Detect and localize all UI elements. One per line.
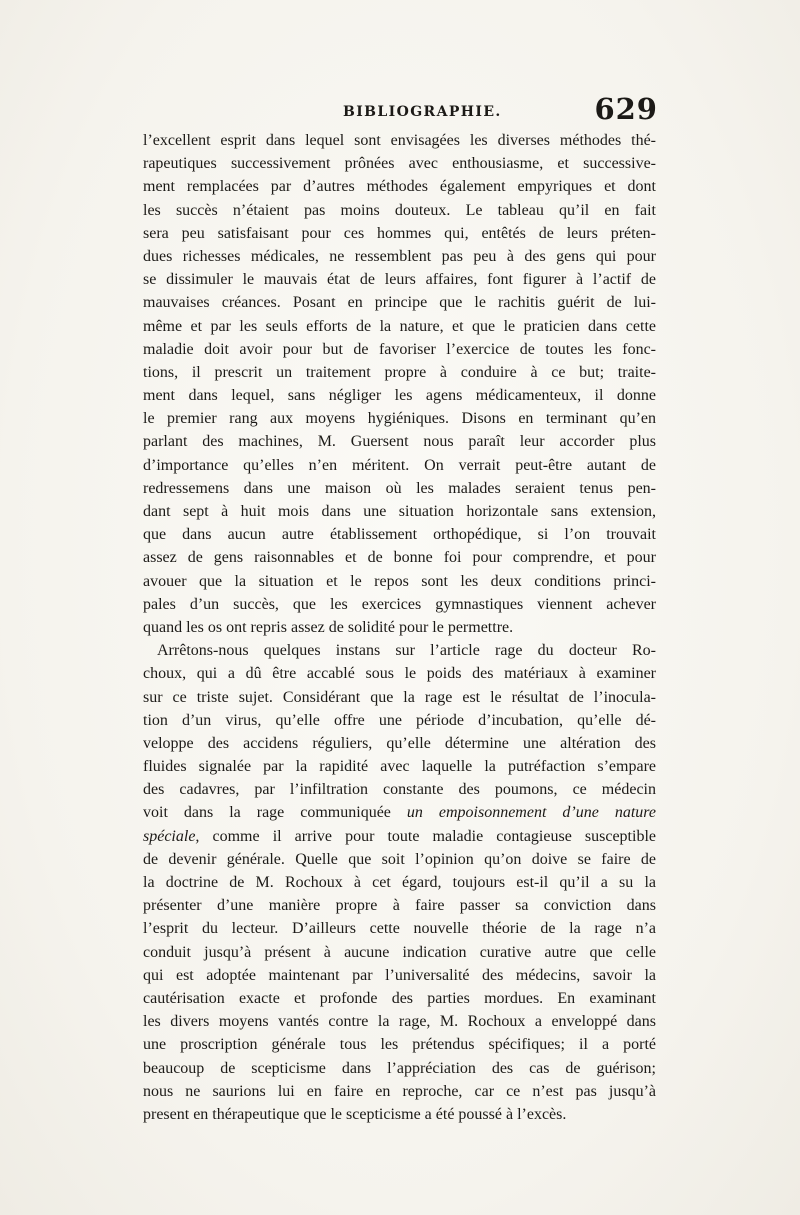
text-line: conduit jusqu’à présent à aucune indication curative autre que celle <box>143 943 656 961</box>
text-line: les divers moyens vantés contre la rage, M. Rochoux a enveloppé dans <box>143 1013 656 1031</box>
text-line: qui est adoptée maintenant par l’universalité des médecins, savoir la <box>143 966 656 984</box>
text-line: même et par les seuls efforts de la nature, et que le praticien dans cette <box>143 317 656 335</box>
text-line: fluides signalée par la rapidité avec laquelle la putréfaction s’empare <box>143 758 656 776</box>
text-line: beaucoup de scepticisme dans l’appréciation des cas de guérison; <box>143 1059 656 1077</box>
text-line: sur ce triste sujet. Considérant que la rage est le résultat de l’inocula- <box>143 688 656 706</box>
text-line-with-italic <box>143 825 656 848</box>
text-line: d’importance qu’elles n’en méritent. On verrait peut-être autant de <box>143 456 656 474</box>
text-line: de devenir générale. Quelle que soit l’opinion qu’on doive se faire de <box>143 850 656 868</box>
text-line: les succès n’étaient pas moins douteux. Le tableau qu’il en fait <box>143 201 656 219</box>
text-line: se dissimuler le mauvais état de leurs affaires, font figurer à l’actif de <box>143 271 656 289</box>
text-line: l’esprit du lecteur. D’ailleurs cette nouvelle théorie de la rage n’a <box>143 920 656 938</box>
text-line: dant sept à huit mois dans une situation horizontale sans extension, <box>143 503 656 520</box>
text-line: avouer que la situation et le repos sont les deux conditions princi- <box>143 572 656 590</box>
page-number: 629 <box>594 92 658 126</box>
text-line: sera peu satisfaisant pour ces hommes qui, entêtés de leurs préten- <box>143 224 656 242</box>
paragraph-start-line: Arrêtons-nous quelques instans sur l’article rage du docteur Ro- <box>157 642 656 660</box>
text-line: pales d’un succès, que les exercices gymnastiques viennent achever <box>143 595 656 613</box>
running-head: BIBLIOGRAPHIE. <box>343 104 502 120</box>
text-run: comme il arrive pour toute maladie contagieuse susceptible <box>199 827 656 845</box>
text-line: une proscription générale tous les prétendus spécifiques; il a porté <box>143 1036 656 1054</box>
text-line: tion d’un virus, qu’elle offre une période d’incubation, qu’elle dé- <box>143 711 656 729</box>
text-line: redressemens dans une maison où les malades seraient tenus pen- <box>143 479 656 497</box>
text-line: assez de gens raisonnables et de bonne foi pour comprendre, et pour <box>143 549 656 567</box>
text-line: présenter d’une manière propre à faire passer sa conviction dans <box>143 897 656 915</box>
text-line: veloppe des accidens réguliers, qu’elle détermine une altération des <box>143 734 656 752</box>
text-line: maladie doit avoir pour but de favoriser l’exercice de toutes les fonc- <box>143 340 656 358</box>
page-header <box>143 88 658 126</box>
text-line: mauvaises créances. Posant en principe que le rachitis guérit de lui- <box>143 294 656 312</box>
text-line: l’excellent esprit dans lequel sont envisagées les diverses méthodes thé- <box>143 132 656 149</box>
text-line: des cadavres, par l’infiltration constante des poumons, ce médecin <box>143 781 656 799</box>
text-line: choux, qui a dû être accablé sous le poids des matériaux à examiner <box>143 665 656 683</box>
text-line: la doctrine de M. Rochoux à cet égard, toujours est-il qu’il a su la <box>143 874 656 891</box>
text-line-with-italic <box>143 801 656 824</box>
text-run: voit dans la rage communiquée <box>143 804 407 822</box>
text-line: tions, il prescrit un traitement propre à conduire à ce but; traite- <box>143 363 656 381</box>
text-line: rapeutiques successivement prônées avec enthousiasme, et successive- <box>143 155 656 173</box>
text-line: nous ne saurions lui en faire en reproche, car ce n’est pas jusqu’à <box>143 1082 656 1100</box>
text-line: ment remplacées par d’autres méthodes également empyriques et dont <box>143 178 656 196</box>
text-line: cautérisation exacte et profonde des parties mordues. En examinant <box>143 989 656 1007</box>
text-line: que dans aucun autre établissement orthopédique, si l’on trouvait <box>143 526 656 544</box>
final-line: present en thérapeutique que le scepticisme a été poussé à l’excès. <box>143 1105 567 1123</box>
italic-phrase: un empoisonnement d’une nature <box>406 804 657 822</box>
text-line: ment dans lequel, sans négliger les agens médicamenteux, il donne <box>143 387 656 405</box>
text-line: dues richesses médicales, ne ressemblent pas peu à des gens qui pour <box>143 247 656 265</box>
italic-word: spéciale, <box>143 827 200 845</box>
text-line: parlant des machines, M. Guersent nous paraît leur accorder plus <box>143 433 656 451</box>
text-line: le premier rang aux moyens hygiéniques. Disons en terminant qu’en <box>143 410 656 428</box>
body-text <box>143 129 656 1126</box>
paragraph-end-line: quand les os ont repris assez de solidité pour le permettre. <box>143 618 514 636</box>
